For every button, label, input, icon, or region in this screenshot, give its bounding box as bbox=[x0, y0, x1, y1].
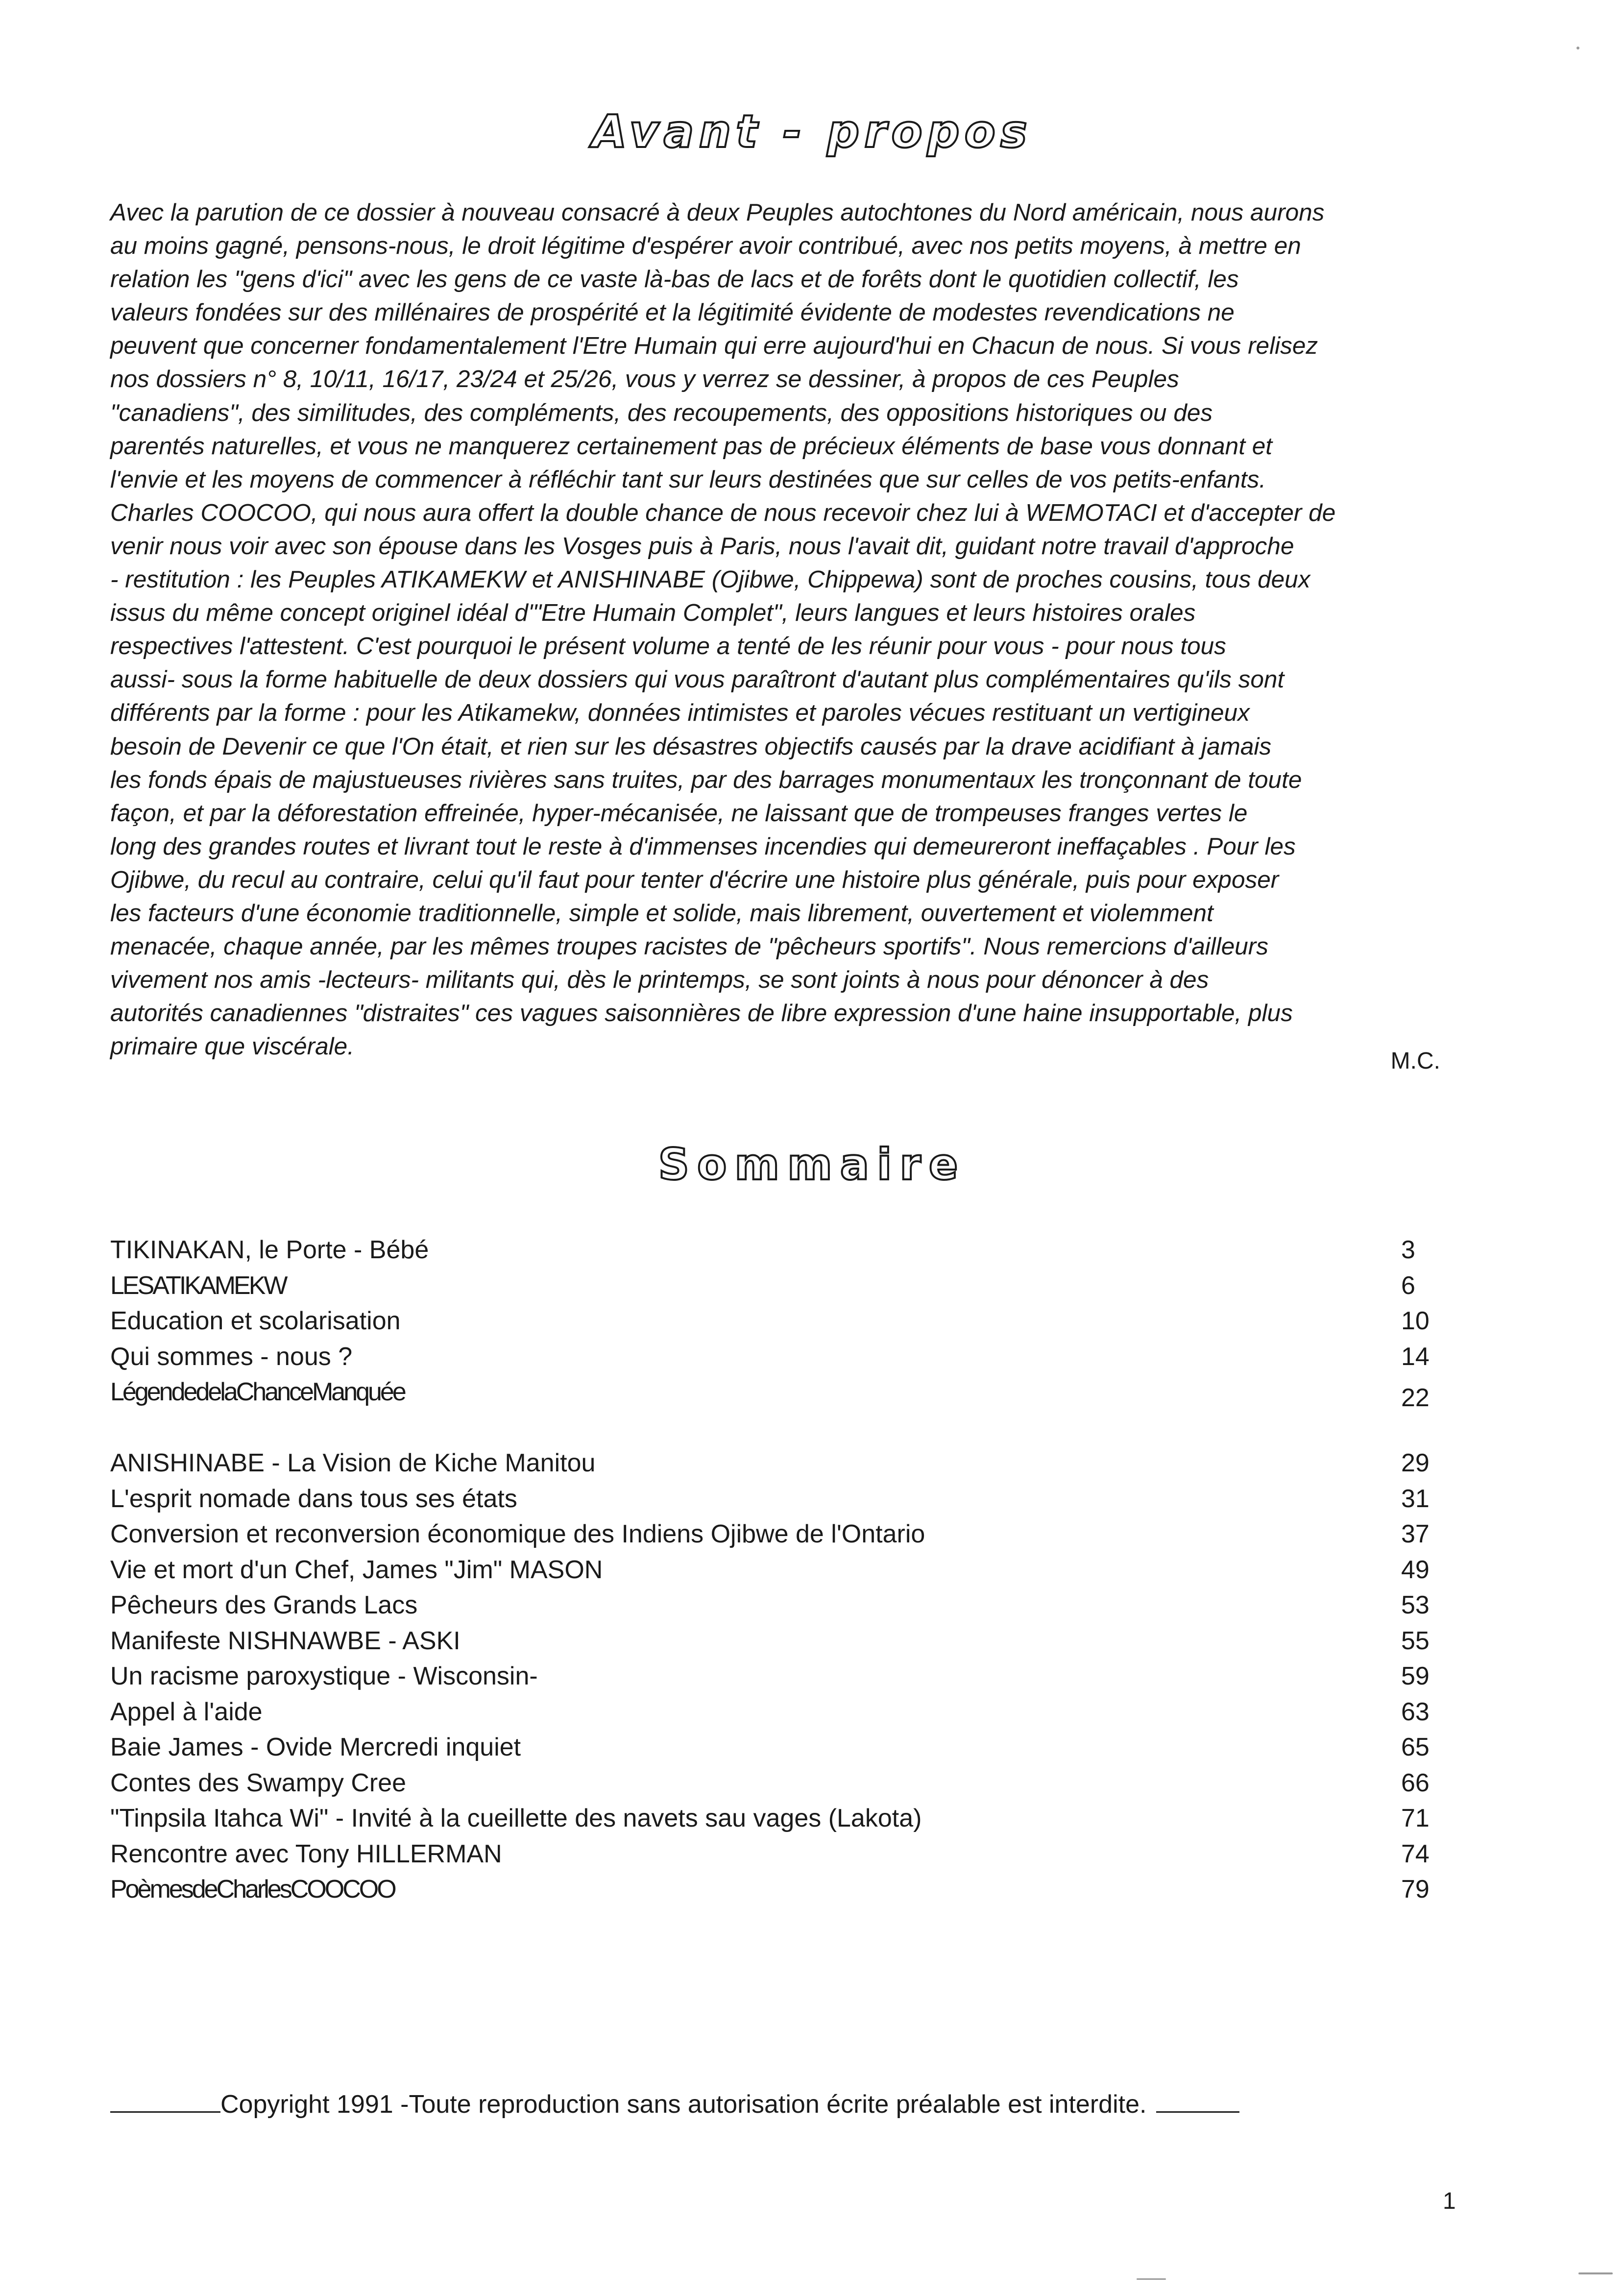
foreword-paragraph bbox=[110, 196, 1506, 1063]
scan-speck bbox=[1576, 47, 1579, 49]
toc-entry bbox=[110, 1730, 1457, 1765]
toc-entry-title: L'esprit nomade dans tous ses états bbox=[110, 1484, 517, 1513]
footer-rule-right bbox=[1156, 2111, 1239, 2113]
foreword-line: "canadiens", des similitudes, des compléments, des recoupements, des oppositions historiques ou des bbox=[110, 399, 1213, 426]
toc-entry-page: 66 bbox=[1401, 1768, 1430, 1797]
toc-entry-title: PoèmesdeCharlesCOOCOO bbox=[110, 1875, 395, 1904]
toc-entry-page: 14 bbox=[1401, 1342, 1430, 1371]
toc-entry bbox=[110, 1872, 1457, 1907]
foreword-line: nos dossiers n° 8, 10/11, 16/17, 23/24 et 25/26, vous y verrez se dessiner, à propos de ces Peuples bbox=[110, 366, 1179, 393]
foreword-signature: M.C. bbox=[1390, 1048, 1440, 1074]
toc-entry-title: "Tinpsila Itahca Wi" - Invité à la cueillette des navets sau vages (Lakota) bbox=[110, 1804, 922, 1832]
copyright-text: Copyright 1991 -Toute reproduction sans autorisation écrite préalable est interdite. bbox=[220, 2090, 1147, 2119]
foreword-line: Avec la parution de ce dossier à nouveau consacré à deux Peuples autochtones du Nord américain, nous aurons bbox=[110, 199, 1325, 226]
toc-entry bbox=[110, 1694, 1457, 1730]
foreword-line: Ojibwe, du recul au contraire, celui qu'il faut pour tenter d'écrire une histoire plus générale, puis pour exposer bbox=[110, 866, 1279, 893]
toc-entry-page: 65 bbox=[1401, 1733, 1430, 1761]
scan-speck bbox=[1137, 2278, 1166, 2280]
toc-entry bbox=[110, 1232, 1457, 1268]
page-number: 1 bbox=[1443, 2188, 1456, 2214]
toc-entry-title: ANISHINABE - La Vision de Kiche Manitou bbox=[110, 1449, 596, 1477]
foreword-line: - restitution : les Peuples ATIKAMEKW et ANISHINABE (Ojibwe, Chippewa) sont de proches cousins, tous deux bbox=[110, 566, 1310, 593]
foreword-line: façon, et par la déforestation effreinée, hyper-mécanisée, ne laissant que de trompeuses franges vertes le bbox=[110, 799, 1248, 827]
toc-entry-title: Baie James - Ovide Mercredi inquiet bbox=[110, 1733, 521, 1761]
toc-group-atikamekw bbox=[110, 1232, 1457, 1410]
foreword-line: autorités canadiennes "distraites" ces vagues saisonnières de libre expression d'une haine insupportable, plus bbox=[110, 1000, 1293, 1027]
toc-entry-title: Appel à l'aide bbox=[110, 1697, 263, 1726]
toc-entry-title: LégendedelaChanceManquée bbox=[110, 1378, 405, 1406]
foreword-title: Avant - propos bbox=[592, 105, 1032, 158]
toc-entry-page: 74 bbox=[1401, 1839, 1430, 1868]
toc-group-anishinabe bbox=[110, 1445, 1457, 1907]
toc-entry bbox=[110, 1445, 1457, 1481]
toc-entry-title: Manifeste NISHNAWBE - ASKI bbox=[110, 1626, 461, 1655]
foreword-line: valeurs fondées sur des millénaires de prospérité et la légitimité évidente de modestes revendications ne bbox=[110, 299, 1235, 326]
foreword-line: peuvent que concerner fondamentalement l'Etre Humain qui erre aujourd'hui en Chacun de nous. Si vous relisez bbox=[110, 332, 1318, 360]
foreword-line: venir nous voir avec son épouse dans les Vosges puis à Paris, nous l'avait dit, guidant notre travail d'approche bbox=[110, 532, 1294, 560]
foreword-line: primaire que viscérale. bbox=[110, 1033, 354, 1060]
toc-entry-title: Un racisme paroxystique - Wisconsin- bbox=[110, 1662, 538, 1690]
toc-entry bbox=[110, 1659, 1457, 1694]
toc-entry-title: Pêcheurs des Grands Lacs bbox=[110, 1591, 418, 1619]
toc-entry bbox=[110, 1481, 1457, 1517]
copyright-footer bbox=[110, 2090, 1497, 2119]
toc-entry bbox=[110, 1303, 1457, 1339]
foreword-line: les fonds épais de majustueuses rivières sans truites, par des barrages monumentaux les tronçonnant de toute bbox=[110, 766, 1302, 793]
toc-entry bbox=[110, 1374, 1457, 1410]
foreword-line: long des grandes routes et livrant tout le reste à d'immenses incendies qui demeureront ineffaçables . Pour les bbox=[110, 832, 1296, 860]
toc-entry-title: Vie et mort d'un Chef, James "Jim" MASON bbox=[110, 1555, 603, 1584]
toc-entry-page: 29 bbox=[1401, 1449, 1430, 1477]
toc-entry bbox=[110, 1836, 1457, 1872]
foreword-line: au moins gagné, pensons-nous, le droit légitime d'espérer avoir contribué, avec nos petits moyens, à mettre en bbox=[110, 232, 1301, 260]
toc-entry bbox=[110, 1552, 1457, 1588]
toc-entry-page: 55 bbox=[1401, 1626, 1430, 1655]
toc-entry bbox=[110, 1268, 1457, 1304]
foreword-line: Charles COOCOO, qui nous aura offert la double chance de nous recevoir chez lui à WEMOTACI et d'accepter de bbox=[110, 499, 1336, 526]
toc-entry-title: Education et scolarisation bbox=[110, 1307, 401, 1335]
toc-entry-page: 59 bbox=[1401, 1662, 1430, 1690]
toc-entry-page: 37 bbox=[1401, 1520, 1430, 1548]
foreword-line: relation les "gens d'ici" avec les gens de ce vaste là-bas de lacs et de forêts dont le quotidien collectif, les bbox=[110, 266, 1239, 293]
toc-entry-page: 53 bbox=[1401, 1591, 1430, 1619]
foreword-line: différents par la forme : pour les Atikamekw, données intimistes et paroles vécues restituant un vertigineux bbox=[110, 699, 1250, 727]
toc-entry-title: Contes des Swampy Cree bbox=[110, 1768, 407, 1797]
foreword-line: les facteurs d'une économie traditionnelle, simple et solide, mais librement, ouvertement et violemment bbox=[110, 899, 1213, 927]
foreword-line: vivement nos amis -lecteurs- militants qui, dès le printemps, se sont joints à nous pour dénoncer à des bbox=[110, 966, 1209, 994]
toc-entry-page: 6 bbox=[1401, 1271, 1415, 1300]
toc-entry-page: 49 bbox=[1401, 1555, 1430, 1584]
toc-entry bbox=[110, 1339, 1457, 1375]
toc-entry-page: 63 bbox=[1401, 1697, 1430, 1726]
toc-entry-page: 10 bbox=[1401, 1307, 1430, 1335]
foreword-line: issus du même concept originel idéal d'"Etre Humain Complet", leurs langues et leurs histoires orales bbox=[110, 599, 1196, 627]
toc-entry-page: 71 bbox=[1401, 1804, 1430, 1832]
toc-title: Sommaire bbox=[658, 1139, 966, 1190]
toc-entry-page: 31 bbox=[1401, 1484, 1430, 1513]
toc-entry bbox=[110, 1516, 1457, 1552]
footer-rule-left bbox=[110, 2111, 220, 2113]
toc-entry bbox=[110, 1801, 1457, 1836]
toc-entry bbox=[110, 1765, 1457, 1801]
toc-entry-title: Conversion et reconversion économique des Indiens Ojibwe de l'Ontario bbox=[110, 1520, 925, 1548]
scan-speck bbox=[1578, 2272, 1613, 2274]
toc-entry-page: 79 bbox=[1401, 1875, 1430, 1904]
foreword-line: parentés naturelles, et vous ne manquerez certainement pas de précieux éléments de base vous donnant et bbox=[110, 432, 1272, 460]
toc-entry-title: LESATIKAMEKW bbox=[110, 1271, 286, 1300]
toc-entry-title: Rencontre avec Tony HILLERMAN bbox=[110, 1839, 502, 1868]
foreword-line: besoin de Devenir ce que l'On était, et rien sur les désastres objectifs causés par la drave acidifiant à jamais bbox=[110, 732, 1272, 760]
foreword-line: respectives l'attestent. C'est pourquoi le présent volume a tenté de les réunir pour vous - pour nous tous bbox=[110, 633, 1226, 660]
toc-entry-title: Qui sommes - nous ? bbox=[110, 1342, 353, 1371]
toc-entry-page: 22 bbox=[1401, 1384, 1430, 1412]
toc-entry-page: 3 bbox=[1401, 1236, 1415, 1264]
toc-entry bbox=[110, 1623, 1457, 1659]
toc-entry bbox=[110, 1587, 1457, 1623]
toc-entry-title: TIKINAKAN, le Porte - Bébé bbox=[110, 1236, 429, 1264]
foreword-line: l'envie et les moyens de commencer à réfléchir tant sur leurs destinées que sur celles de vos petits-enfants. bbox=[110, 465, 1266, 493]
foreword-line: aussi- sous la forme habituelle de deux dossiers qui vous paraîtront d'autant plus complémentaires qu'ils sont bbox=[110, 666, 1285, 693]
foreword-line: menacée, chaque année, par les mêmes troupes racistes de "pêcheurs sportifs". Nous remercions d'ailleurs bbox=[110, 933, 1269, 960]
